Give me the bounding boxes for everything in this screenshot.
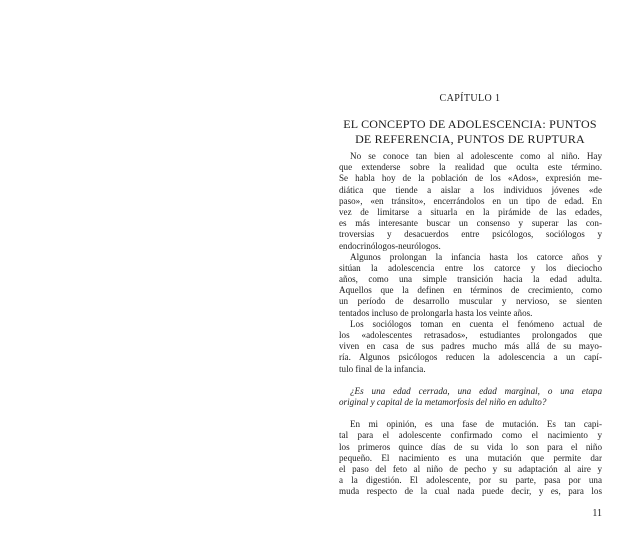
chapter-title-line-2: DE REFERENCIA, PUNTOS DE RUPTURA bbox=[355, 132, 585, 146]
text-line: No se conoce tan bien al adolescente como al niño. Hay bbox=[350, 151, 602, 161]
text-line: ría. Algunos psicólogos reducen la adolescencia a un capí- bbox=[339, 352, 602, 363]
text-line: viven en casa de sus padres mucho más allá de su mayo- bbox=[339, 341, 602, 352]
text-line: Los sociólogos toman en cuenta el fenómeno actual de bbox=[350, 318, 602, 329]
text-line: En mi opinión, es una fase de mutación. Es tan capi- bbox=[350, 419, 602, 430]
text-line: tulo final de la infancia. bbox=[339, 363, 426, 374]
text-line: sitúan la adolescencia entre los catorce y los dieciocho bbox=[339, 262, 602, 273]
text-line: vez de limitarse a situarla en la pirámide de las edades, bbox=[339, 206, 602, 217]
book-page bbox=[325, 0, 615, 533]
page-number: 11 bbox=[592, 508, 602, 519]
chapter-label: CAPÍTULO 1 bbox=[439, 93, 501, 104]
text-line: endocrinólogos-neurólogos. bbox=[339, 240, 441, 251]
text-line: los primeros quince días de su vida lo son para el niño bbox=[339, 441, 602, 452]
text-line: tal para el adolescente confirmado como el nacimiento y bbox=[339, 430, 602, 441]
text-line: un período de desarrollo muscular y nervioso, se sienten bbox=[339, 296, 602, 307]
paragraph-gap bbox=[339, 375, 602, 386]
text-line: ¿Es una edad cerrada, una edad marginal, o una etapa bbox=[350, 385, 602, 396]
text-line: que extenderse sobre la realidad que oculta este término. bbox=[339, 162, 602, 173]
text-line: troversias y desacuerdos entre psicólogos, sociólogos y bbox=[339, 229, 602, 240]
text-line: muda respecto de la cual nada puede decir, y es, para los bbox=[339, 486, 602, 497]
body-text bbox=[339, 151, 602, 497]
text-line: a la digestión. El adolescente, por su parte, pasa por una bbox=[339, 475, 602, 486]
text-line: diática que tiende a aislar a los individuos jóvenes «de bbox=[339, 184, 602, 195]
chapter-title-line-1: EL CONCEPTO DE ADOLESCENCIA: PUNTOS bbox=[343, 117, 597, 131]
text-line: original y capital de la metamorfosis del niño en adulto? bbox=[339, 396, 547, 407]
text-line: los «adolescentes retrasados», estudiantes prolongados que bbox=[339, 330, 602, 340]
text-line: es más interesante buscar un consenso y superar las con- bbox=[339, 218, 602, 229]
text-line: Algunos prolongan la infancia hasta los catorce años y bbox=[350, 251, 602, 262]
chapter-title bbox=[325, 117, 615, 147]
text-line: años, como una simple transición hacia la edad adulta. bbox=[339, 274, 602, 285]
text-line: pequeño. El nacimiento es una mutación que permite dar bbox=[339, 452, 602, 463]
paragraph-gap bbox=[339, 408, 602, 419]
text-line: el paso del feto al niño de pecho y su adaptación al aire y bbox=[339, 463, 602, 474]
text-line: Se habla hoy de la población de los «Ados», expresión me- bbox=[339, 173, 602, 184]
text-line: tentados incluso de prolongarla hasta los veinte años. bbox=[339, 307, 533, 318]
text-line: paso», «en tránsito», encerrándolos en un tipo de edad. En bbox=[339, 195, 602, 206]
text-line: Aquellos que la definen en términos de crecimiento, como bbox=[339, 285, 602, 296]
